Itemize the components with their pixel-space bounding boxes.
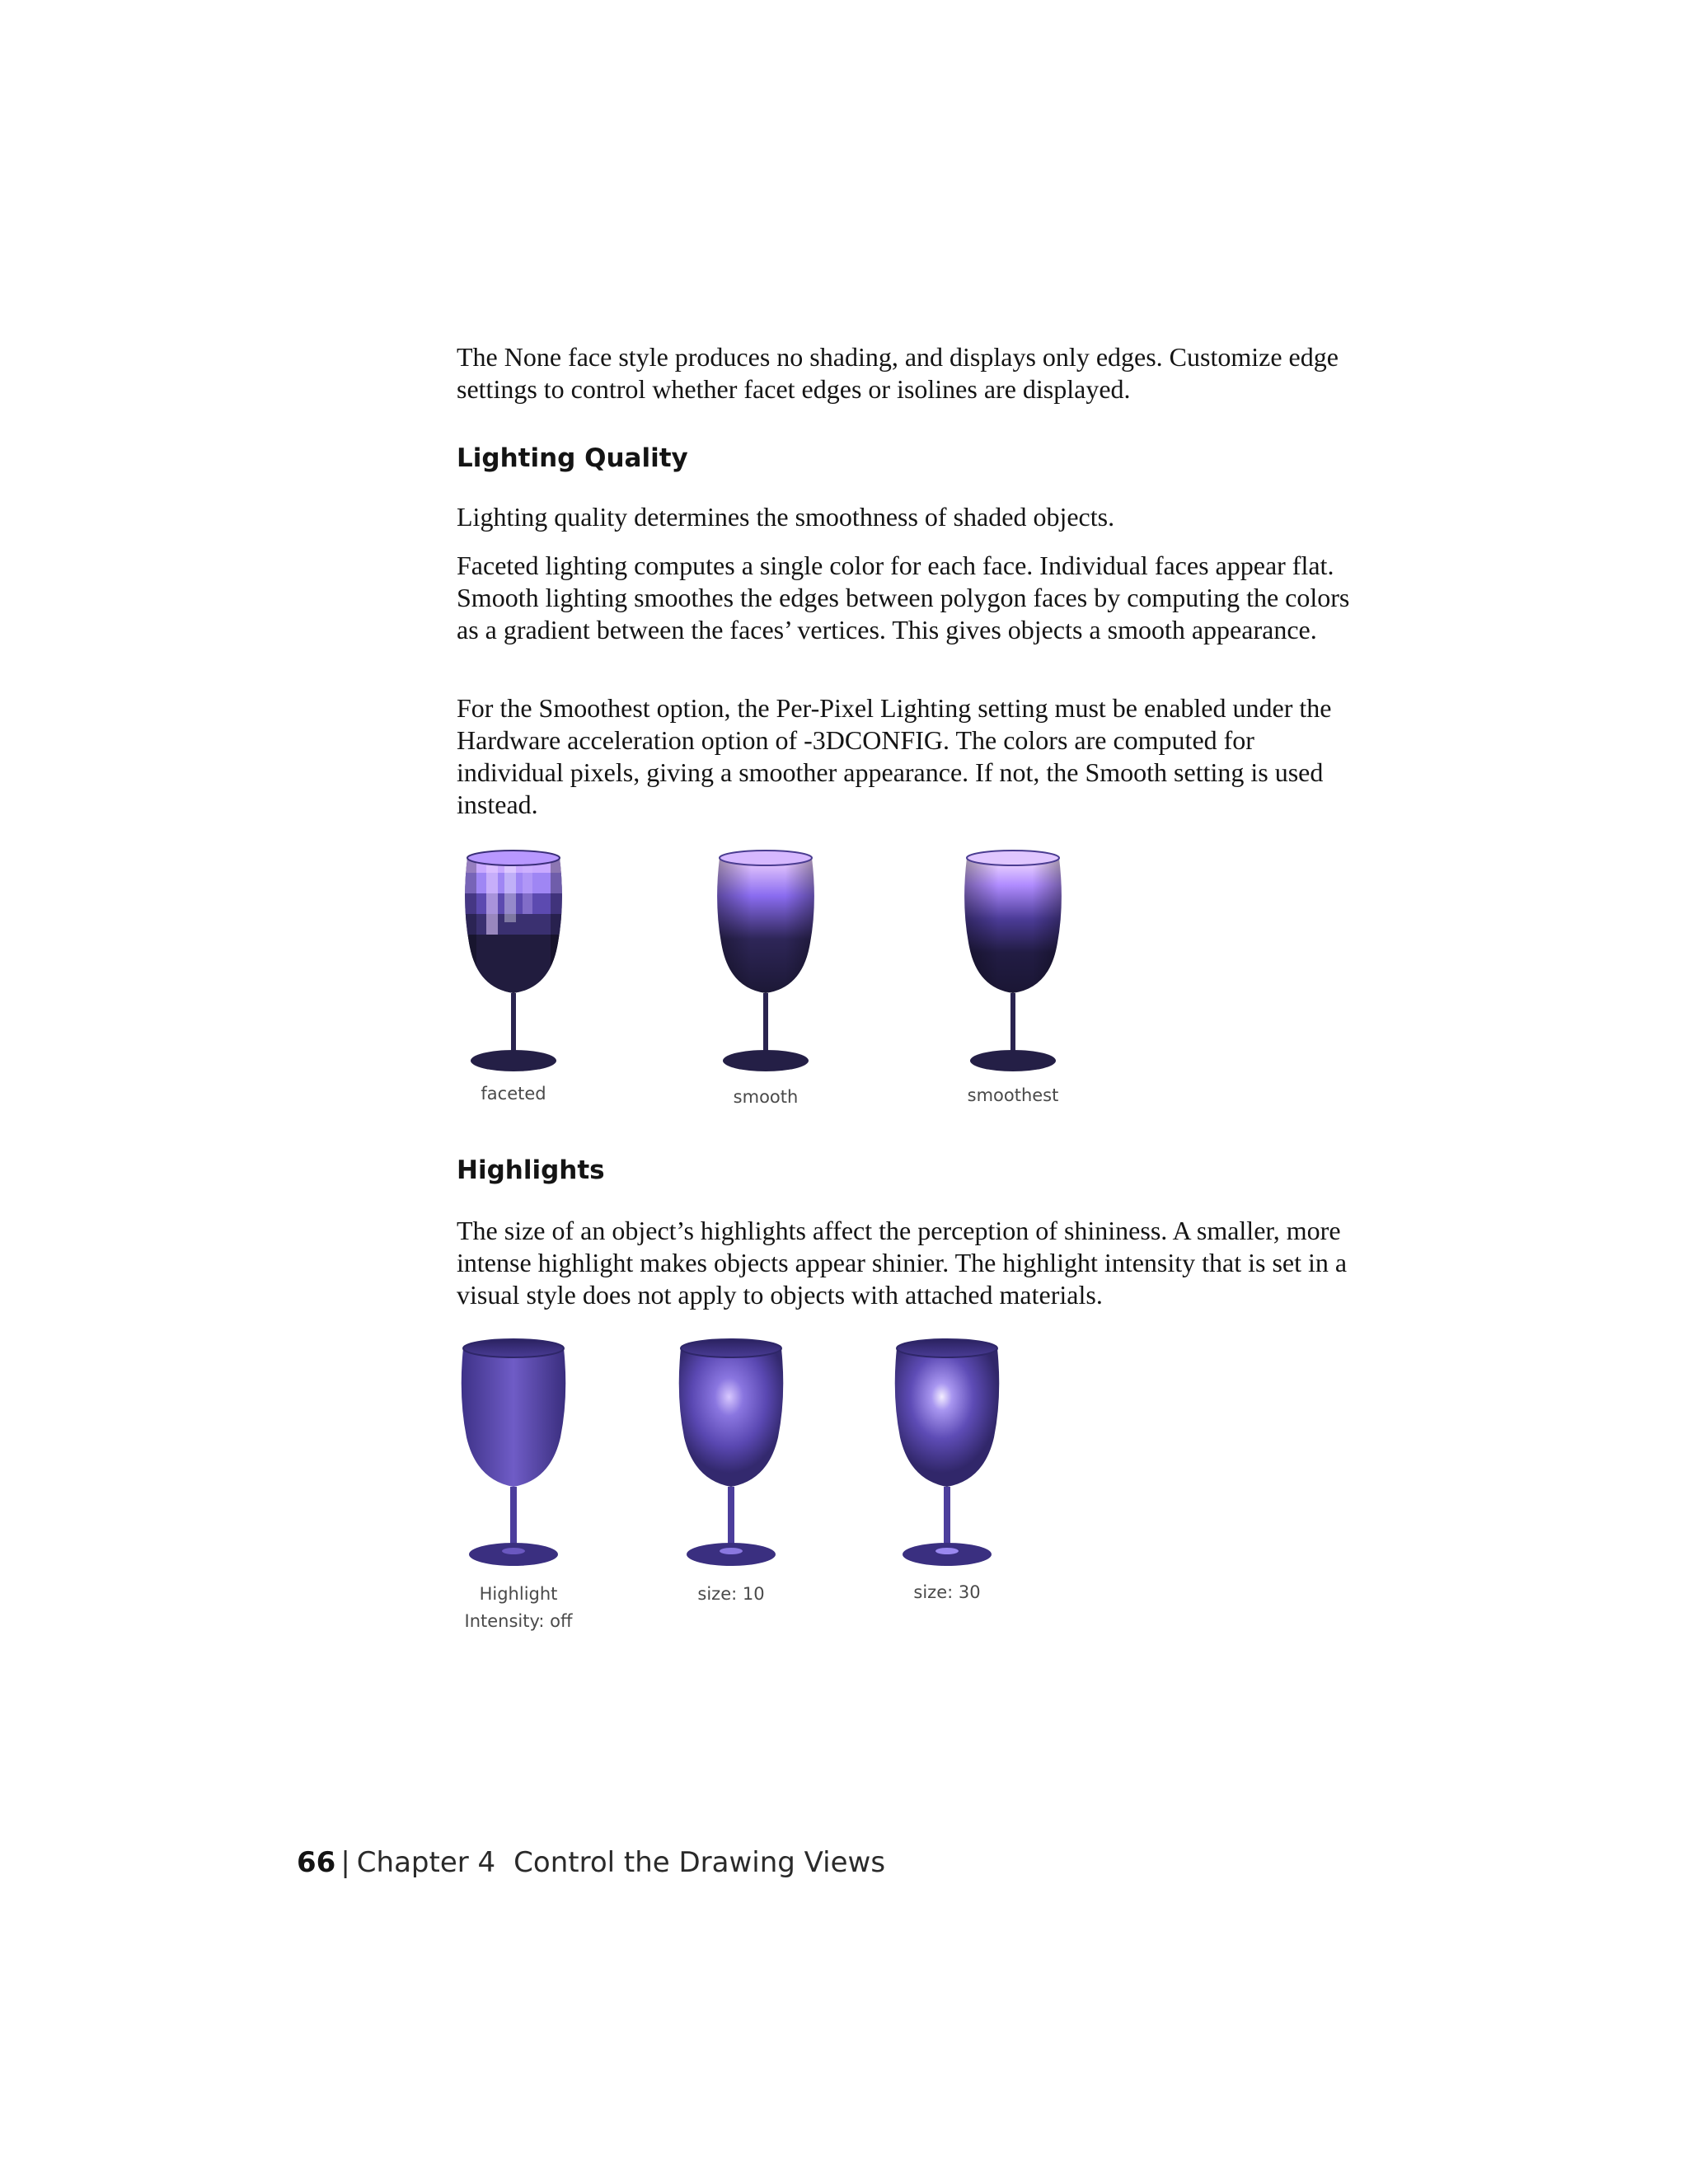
- paragraph-lighting-intro: Lighting quality determines the smoothness of shaded objects.: [457, 502, 1115, 532]
- caption-smooth: smooth: [733, 1087, 799, 1107]
- glass-highlight-size-10: [679, 1339, 784, 1566]
- paragraph-faceted-lighting: Faceted lighting computes a single color for each face. Individual faces appear flat. Smooth lighting smoothes the edges between polygon faces by computing the colors as a gradient between the faces’ vertices. This gives objects a smooth appearance.: [457, 551, 1350, 644]
- glass-highlight-size-30: [895, 1339, 1000, 1566]
- paragraph-none-face: The None face style produces no shading, and displays only edges. Customize edge settings to control whether facet edges or isolines are displayed.: [457, 342, 1339, 404]
- heading-lighting-quality: Lighting Quality: [457, 443, 688, 473]
- heading-highlights: Highlights: [457, 1155, 605, 1185]
- content-column: [457, 341, 1351, 405]
- caption-size-30: size: 30: [913, 1582, 981, 1602]
- highlight-glasses-image: [457, 1333, 1034, 1581]
- paragraph-highlights: The size of an object’s highlights affect the perception of shininess. A smaller, more intense highlight makes objects appear shinier. The highlight intensity that is set in a visual style does not apply to objects with attached materials.: [457, 1216, 1348, 1310]
- footer-chapter-title: Control the Drawing Views: [513, 1846, 886, 1879]
- caption-highlight-intensity-off: Highlight Intensity: off: [464, 1584, 573, 1631]
- glass-highlight-off: [462, 1339, 566, 1566]
- paragraph-smoothest-option: For the Smoothest option, the Per-Pixel Lighting setting must be enabled under the Hardware acceleration option of -3DCONFIG. The colors are computed for individual pixels, giving a smoother appearance. If not, the Smooth setting is used instead.: [457, 693, 1332, 819]
- lighting-glasses-image: [457, 845, 1100, 1117]
- footer-chapter: Chapter 4: [356, 1846, 496, 1879]
- glass-smoothest: [964, 851, 1062, 1071]
- caption-size-10: size: 10: [697, 1584, 765, 1604]
- caption-faceted: faceted: [481, 1084, 546, 1104]
- figure-highlights: [457, 1333, 1034, 1631]
- footer-separator: |: [340, 1846, 350, 1879]
- figure-lighting-quality: [457, 845, 1100, 1117]
- glass-faceted: [462, 848, 569, 1071]
- page-number: 66: [297, 1846, 336, 1879]
- caption-smoothest: smoothest: [967, 1085, 1059, 1105]
- glass-smooth: [717, 851, 814, 1071]
- page-footer: [297, 1846, 885, 1879]
